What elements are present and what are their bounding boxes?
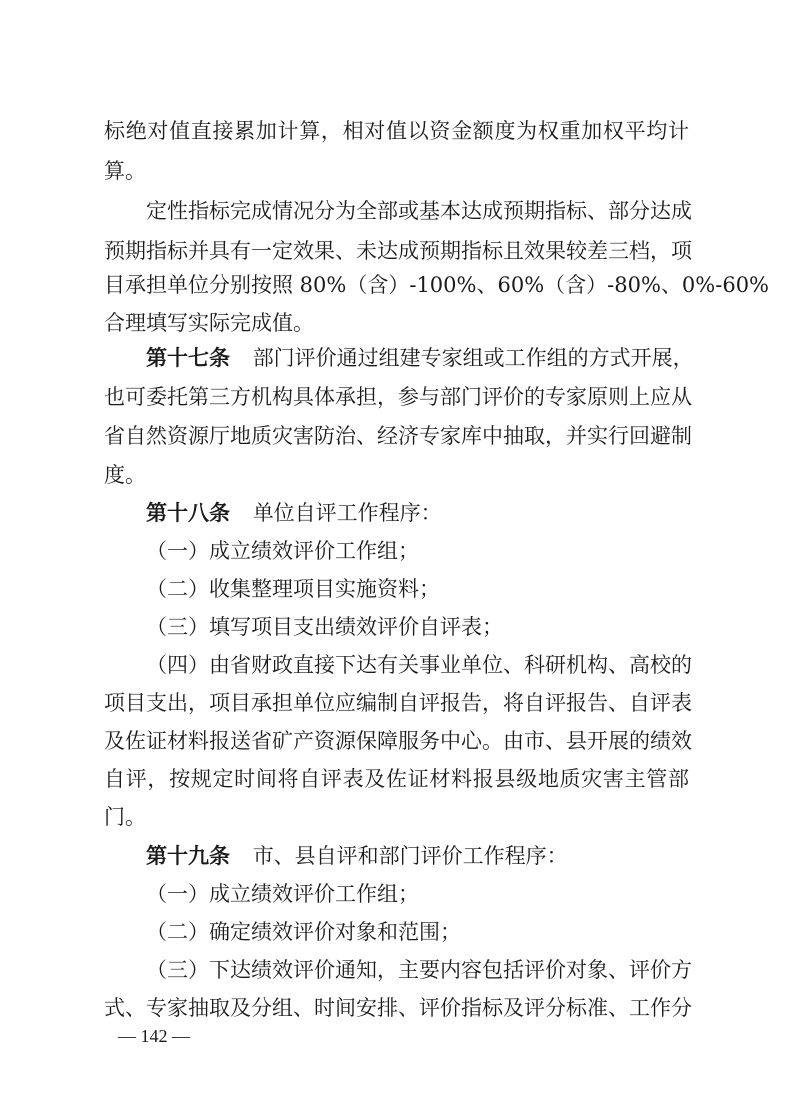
text-line: 项目支出，项目承担单位应编制自评报告，将自评报告、自评表 — [104, 691, 692, 715]
list-item: （二）确定绩效评价对象和范围； — [146, 920, 461, 944]
article-heading: 第十九条 — [146, 844, 230, 868]
text-line: 自评，按规定时间将自评表及佐证材料报县级地质灾害主管部 — [104, 767, 689, 791]
list-item: （二）收集整理项目实施资料； — [146, 577, 440, 601]
text-line: 省自然资源厅地质灾害防治、经济专家库中抽取，并实行回避制 — [104, 424, 692, 448]
list-item: （三）下达绩效评价通知，主要内容包括评价对象、评价方 — [146, 958, 692, 982]
list-item: （四）由省财政直接下达有关事业单位、科研机构、高校的 — [146, 653, 692, 677]
text-line: 合理填写实际完成值。 — [104, 311, 314, 335]
text-line: 门。 — [104, 805, 146, 829]
text-span: 市、县自评和部门评价工作程序： — [252, 844, 568, 868]
text-line: 也可委托第三方机构具体承担，参与部门评价的专家原则上应从 — [104, 385, 692, 409]
text-line: 定性指标完成情况分为全部或基本达成预期指标、部分达成 — [146, 199, 692, 223]
article-18-first-line — [104, 500, 689, 526]
page-number: — 142 — — [118, 1026, 190, 1046]
text-line: 标绝对值直接累加计算，相对值以资金额度为权重加权平均计 — [104, 119, 689, 143]
text-line: 度。 — [104, 463, 146, 487]
article-19-first-line — [104, 843, 689, 869]
article-heading: 第十七条 — [146, 346, 230, 370]
article-heading: 第十八条 — [146, 501, 230, 525]
text-line: 目承担单位分别按照 80%（含）-100%、60%（含）-80%、0%-60% — [104, 273, 770, 297]
text-span: 单位自评工作程序： — [252, 501, 442, 525]
text-line: 预期指标并具有一定效果、未达成预期指标且效果较差三档，项 — [104, 239, 692, 263]
text-line: 算。 — [104, 159, 146, 183]
article-17-first-line — [104, 345, 694, 371]
list-item: （一）成立绩效评价工作组； — [146, 539, 419, 563]
text-line: 及佐证材料报送省矿产资源保障服务中心。由市、县开展的绩效 — [104, 729, 692, 753]
list-item: （一）成立绩效评价工作组； — [146, 882, 419, 906]
text-line: 式、专家抽取及分组、时间安排、评价指标及评分标准、工作分 — [104, 996, 692, 1020]
text-span: 部门评价通过组建专家组或工作组的方式开展， — [252, 346, 694, 370]
list-item: （三）填写项目支出绩效评价自评表； — [146, 615, 503, 639]
